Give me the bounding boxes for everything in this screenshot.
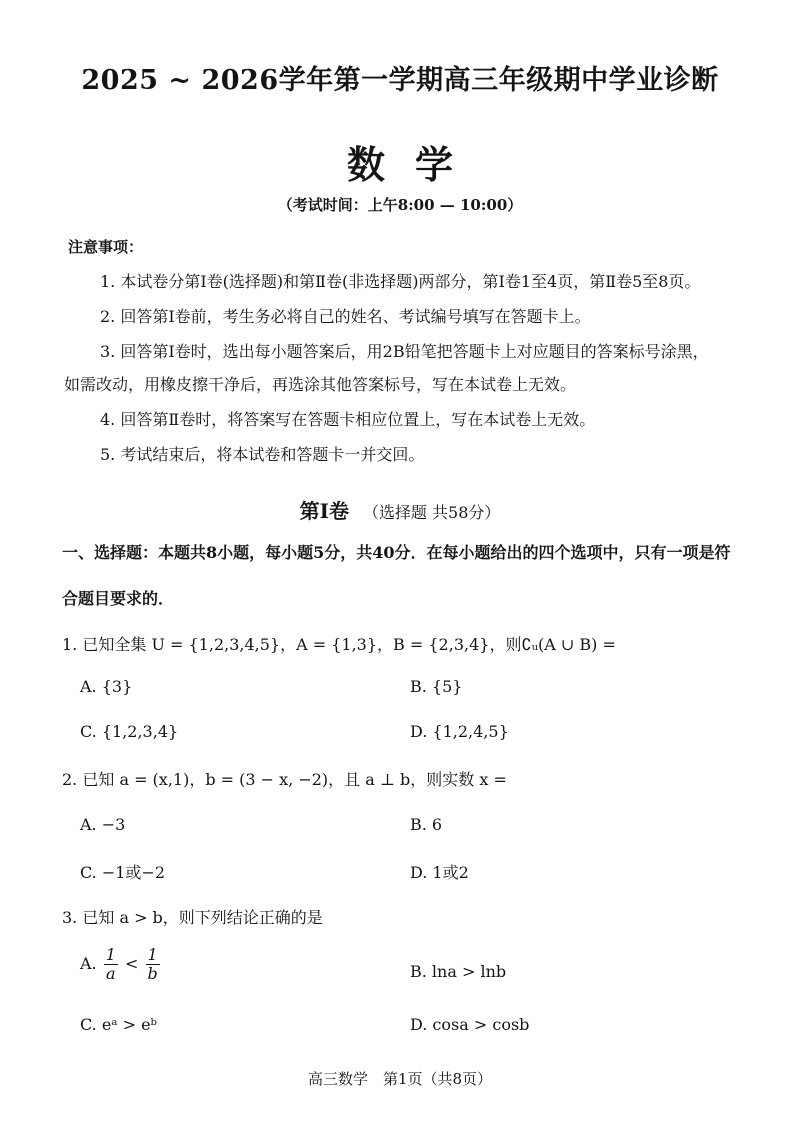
less-than-sign: <: [125, 954, 139, 973]
section-title: [0, 495, 800, 524]
exam-title: 2025 ~ 2026学年第一学期高三年级期中学业诊断: [81, 65, 719, 96]
question-1-stem: 1. 已知全集 U = {1,2,3,4,5}，A = {1,3}，B = {2,3,4}，则∁ᵤ(A ∪ B) =: [62, 635, 616, 654]
question-1-option-c: C. {1,2,3,4}: [80, 722, 179, 741]
question-3-option-c: C. eᵃ > eᵇ: [80, 1015, 157, 1034]
question-3-option-a-label: A.: [80, 954, 97, 973]
question-2-option-b: B. 6: [410, 815, 443, 834]
fraction-numerator: 1: [105, 945, 116, 964]
part-instruction-line2: 合题目要求的．: [62, 589, 175, 608]
question-1-option-d: D. {1,2,4,5}: [410, 722, 509, 741]
notice-item-3-cont: 如需改动，用橡皮擦干净后，再选涂其他答案标号，写在本试卷上无效。: [64, 375, 577, 394]
question-3-option-d: D. cosa > cosb: [410, 1015, 530, 1034]
exam-time: （考试时间：上午8:00 — 10:00）: [277, 196, 523, 214]
question-3-option-a: [80, 946, 162, 983]
fraction-one-over-a: [104, 946, 118, 983]
page-footer: 高三数学 第1页（共8页）: [307, 1070, 493, 1088]
notice-item-3: 3. 回答第Ⅰ卷时，选出每小题答案后，用2B铅笔把答题卡上对应题目的答案标号涂黑，: [100, 342, 709, 361]
question-1-option-b: B. {5}: [410, 677, 463, 696]
fraction-denominator: b: [147, 964, 158, 983]
fraction-numerator: 1: [146, 946, 160, 965]
question-2-option-d: D. 1或2: [410, 863, 469, 882]
fraction-one-over-b: [146, 946, 160, 983]
subject-title: 数学: [346, 142, 483, 187]
notice-heading: 注意事项：: [68, 238, 144, 256]
notice-item-5: 5. 考试结束后，将本试卷和答题卡一并交回。: [100, 445, 425, 464]
question-2-option-c: C. −1或−2: [80, 863, 166, 882]
notice-item-4: 4. 回答第Ⅱ卷时，将答案写在答题卡相应位置上，写在本试卷上无效。: [100, 410, 596, 429]
section-name: 第Ⅰ卷: [299, 499, 349, 523]
fraction-denominator: a: [106, 964, 116, 983]
part-instruction-line1: 一、选择题：本题共8小题，每小题5分，共40分．在每小题给出的四个选项中，只有一项是符: [62, 543, 731, 562]
question-3-option-b: B. lna > lnb: [410, 962, 507, 981]
notice-item-1: 1. 本试卷分第Ⅰ卷(选择题)和第Ⅱ卷(非选择题)两部分，第Ⅰ卷1至4页，第Ⅱ卷5至8页。: [100, 272, 701, 291]
question-3-stem: 3. 已知 a > b，则下列结论正确的是: [62, 908, 323, 927]
question-2-option-a: A. −3: [80, 815, 126, 834]
notice-item-2: 2. 回答第Ⅰ卷前，考生务必将自己的姓名、考试编号填写在答题卡上。: [100, 307, 591, 326]
question-1-option-a: A. {3}: [80, 677, 133, 696]
section-subtitle: （选择题 共58分）: [362, 503, 501, 522]
question-2-stem: 2. 已知 a = (x,1)，b = (3 − x, −2)，且 a ⊥ b，则实数 x =: [62, 770, 507, 789]
